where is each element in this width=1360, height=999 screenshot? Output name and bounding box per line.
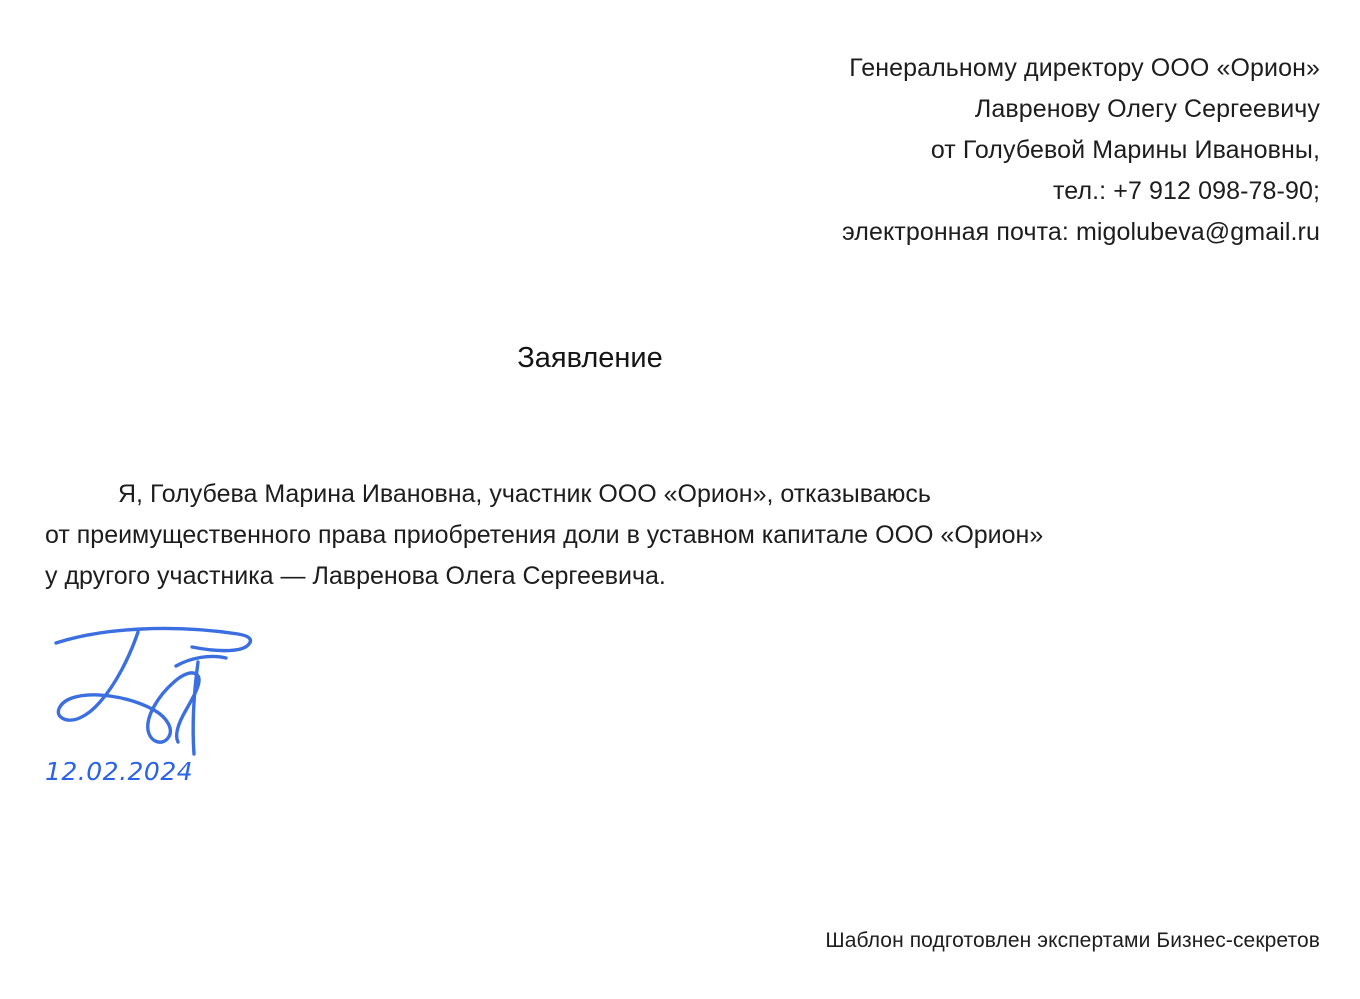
body-line-3: у другого участника — Лавренова Олега Сергеевича. [45,562,666,590]
body-line-2: от преимущественного права приобретения доли в уставном капитале ООО «Орион» [45,521,1044,549]
addressee-line-3: от Голубевой Марины Ивановны, [930,136,1320,164]
addressee-phone: тел.: +7 912 098-78-90; [1053,177,1320,205]
document-body [45,474,1275,597]
addressee-email: электронная почта: migolubeva@gmail.ru [841,218,1320,246]
footer-note: Шаблон подготовлен экспертами Бизнес-секретов [825,929,1320,952]
body-line-1: Я, Голубева Марина Ивановна, участник ООО «Орион», отказываюсь [118,480,931,508]
signature-date: 12.02.2024 [45,757,194,786]
page-title: Заявление [517,342,663,374]
addressee-line-2: Лавренову Олегу Сергеевичу [974,95,1320,123]
addressee-line-1: Генеральному директору ООО «Орион» [849,54,1320,82]
addressee-block [620,48,1320,253]
